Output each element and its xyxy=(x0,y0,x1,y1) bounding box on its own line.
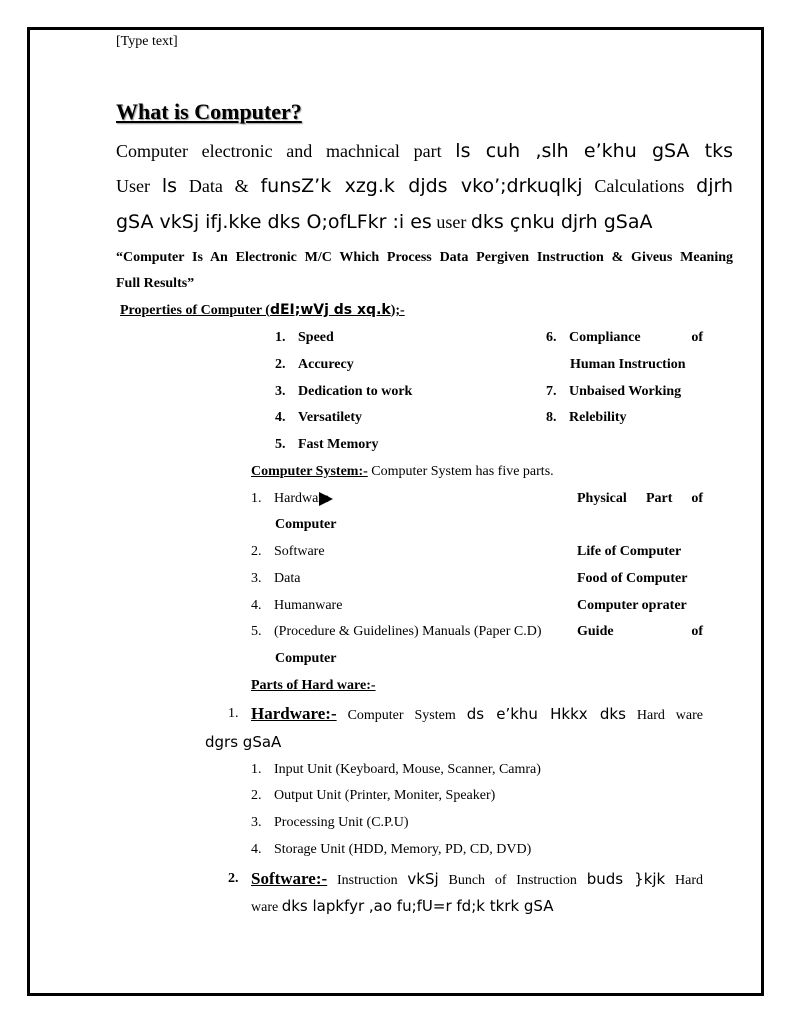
intro-hindi-text: ls xyxy=(161,175,178,197)
property-item-continued: Human Instruction xyxy=(570,357,686,372)
property-item: 8. Relebility xyxy=(546,410,627,425)
system-part-item: 1. Hardware xyxy=(251,491,330,506)
header-placeholder[interactable]: [Type text] xyxy=(116,34,178,49)
property-item: 3. Dedication to work xyxy=(275,384,413,399)
hardware-unit-item: 1. Input Unit (Keyboard, Mouse, Scanner, Camra) xyxy=(251,762,541,777)
property-item: 4. Versatilety xyxy=(275,410,363,425)
system-part-desc: Computer xyxy=(275,517,337,532)
intro-text: user xyxy=(436,212,467,232)
intro-line-1 xyxy=(116,140,733,162)
properties-heading xyxy=(120,302,405,319)
system-part-item: 3. Data xyxy=(251,571,301,586)
hardware-unit-item: 4. Storage Unit (HDD, Memory, PD, CD, DVD) xyxy=(251,842,532,857)
property-item: 7. Unbaised Working xyxy=(546,384,682,399)
software-definition: Software:- Instruction vkSj Bunch of Instruction buds }kjk Hard xyxy=(251,869,704,888)
system-part-desc: Computer xyxy=(275,651,337,666)
intro-hindi-text: dks çnku djrh gSaA xyxy=(470,211,653,233)
intro-text: Calculations xyxy=(594,176,685,196)
intro-hindi-text: ls cuh ,slh e’khu gSA tks xyxy=(455,140,733,162)
system-part-item: 4. Humanware xyxy=(251,598,343,613)
properties-heading-text: Properties of Computer ( xyxy=(120,303,270,318)
property-item: 2. Accurecy xyxy=(275,357,354,372)
intro-text: Computer electronic and machnical part xyxy=(116,141,442,161)
system-part-desc: Computer oprater xyxy=(577,598,687,613)
intro-hindi-text: funsZ’k xzg.k djds vko’;drkuqlkj xyxy=(260,175,583,197)
intro-line-3 xyxy=(116,211,653,233)
software-definition-cont: ware dks lapkfyr ,ao fu;fU=r fd;k tkrk gSA xyxy=(251,897,554,915)
properties-heading-hindi: dEI;wVj ds xq.k xyxy=(269,302,391,318)
definition-quote: Full Results” xyxy=(116,276,195,291)
intro-text: Data & xyxy=(188,176,249,196)
intro-text: User xyxy=(116,176,150,196)
page-title: What is Computer? xyxy=(116,99,302,124)
mouse-cursor-icon xyxy=(319,492,333,506)
hardware-unit-item: 2. Output Unit (Printer, Moniter, Speaker) xyxy=(251,788,496,803)
intro-line-2 xyxy=(116,175,733,197)
software-number: 2. xyxy=(228,871,239,886)
property-item: 1. Speed xyxy=(275,330,334,345)
system-part-item: 5. (Procedure & Guidelines) Manuals (Paper C.D) xyxy=(251,624,542,639)
system-part-item: 2. Software xyxy=(251,544,325,559)
computer-system-heading: Computer System:- Computer System has five parts. xyxy=(251,464,554,479)
property-item: 5. Fast Memory xyxy=(275,437,379,452)
system-part-desc: Guide of xyxy=(577,624,703,639)
hardware-unit-item: 3. Processing Unit (C.P.U) xyxy=(251,815,409,830)
property-item: 6. Compliance of xyxy=(546,330,703,345)
definition-quote: “Computer Is An Electronic M/C Which Process Data Pergiven Instruction & Giveus Meaning xyxy=(116,250,733,265)
intro-hindi-text: gSA vkSj ifj.kke dks O;ofLFkr :i es xyxy=(116,211,432,233)
system-part-desc: Life of Computer xyxy=(577,544,682,559)
intro-hindi-text: djrh xyxy=(696,175,734,197)
hardware-definition-cont: dgrs gSaA xyxy=(205,733,282,751)
hardware-definition: Hardware:- Computer System ds e’khu Hkkx dks Hard ware xyxy=(251,704,704,723)
properties-heading-end: );- xyxy=(390,303,405,318)
system-part-desc: Physical Part of xyxy=(577,491,703,506)
system-part-desc: Food of Computer xyxy=(577,571,688,586)
hardware-number: 1. xyxy=(228,706,239,721)
parts-heading: Parts of Hard ware:- xyxy=(251,678,376,693)
